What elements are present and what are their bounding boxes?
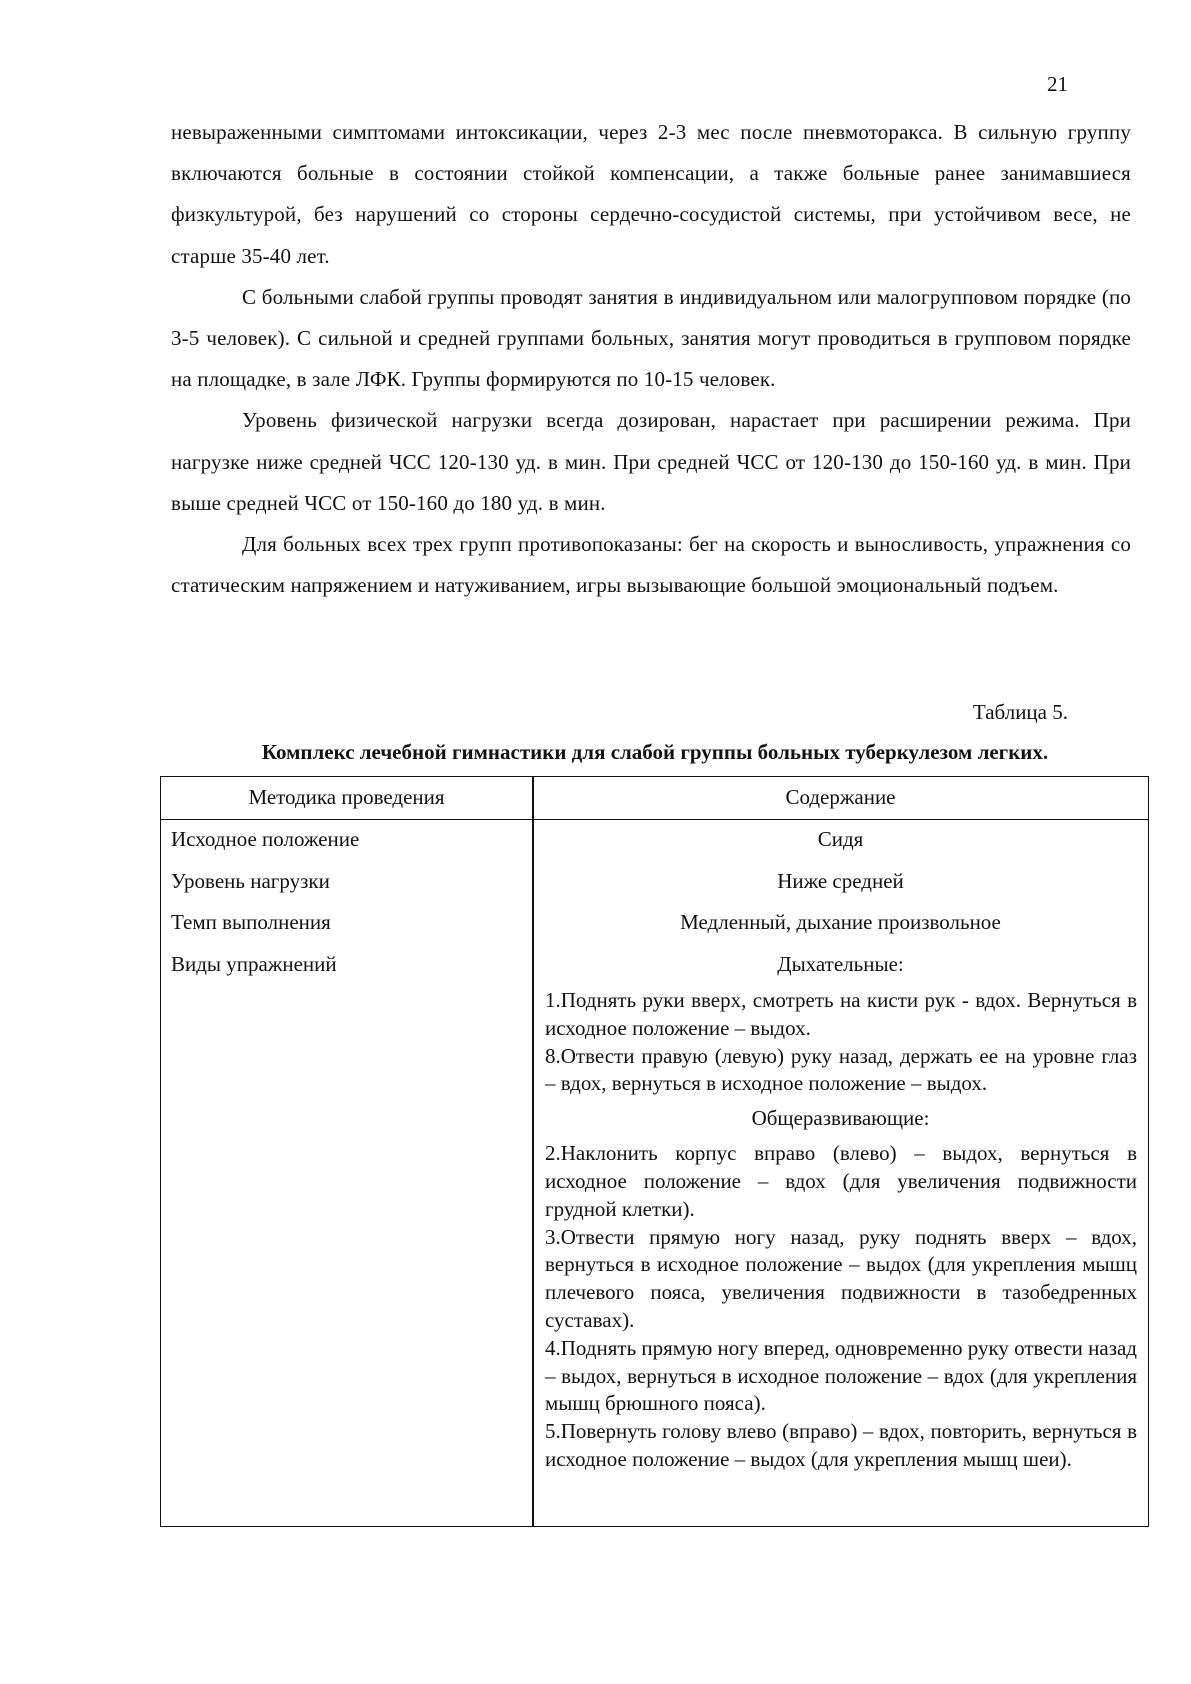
row-value-exercise-types: Дыхательные: — [777, 951, 904, 976]
row-value-starting-position: Сидя — [817, 827, 864, 851]
exercise-item: 1.Поднять руки вверх, смотреть на кисти рук - вдох. Вернуться в исходное положение – выдох. — [545, 988, 1137, 1040]
table-content-column — [533, 819, 1148, 1474]
body-text — [171, 112, 1131, 606]
row-label-tempo: Темп выполнения — [171, 910, 331, 934]
paragraph: С больными слабой группы проводят занятия в индивидуальном или малогрупповом порядке (по 3-5 человек). С сильной и средней группами больных, занятия могут проводиться в групповом порядке на площадке, в зале ЛФК. Группы формируются по 10-15 человек. — [171, 284, 1131, 392]
exercise-table — [160, 776, 1149, 1527]
table-title: Комплекс лечебной гимнастики для слабой группы больных туберкулезом легких. — [261, 740, 1049, 764]
general-exercises — [533, 1138, 1148, 1474]
table-header-content: Содержание — [785, 785, 896, 809]
page-number: 21 — [1047, 72, 1068, 96]
row-label-starting-position: Исходное положение — [171, 827, 360, 851]
row-value-load-level: Ниже средней — [777, 868, 904, 893]
general-exercises-header: Общеразвивающие: — [751, 1106, 930, 1131]
paragraph: невыраженными симптомами интоксикации, через 2-3 мес после пневмоторакса. В сильную группу включаются больные в состоянии стойкой компенсации, а также больные ранее занимавшиеся физкультурой, без нарушений со стороны сердечно-сосудистой системы, при устойчивом весе, не старше 35-40 лет. — [171, 120, 1131, 268]
exercise-item: 5.Повернуть голову влево (вправо) – вдох, повторить, вернуться в исходное положение – выдох (для укрепления мышц шеи). — [545, 1419, 1137, 1471]
exercise-item: 2.Наклонить корпус вправо (влево) – выдох, вернуться в исходное положение – вдох (для увеличения подвижности грудной клетки). — [545, 1141, 1137, 1221]
row-value-tempo: Медленный, дыхание произвольное — [680, 910, 1001, 934]
row-label-exercise-types: Виды упражнений — [171, 951, 337, 976]
paragraph: Для больных всех трех групп противопоказаны: бег на скорость и выносливость, упражнения со статическим напряжением и натуживанием, игры вызывающие большой эмоциональный подъем. — [171, 532, 1131, 598]
table-header-row — [161, 777, 1148, 820]
exercise-item: 3.Отвести прямую ногу назад, руку поднять вверх – вдох, вернуться в исходное положение – выдох (для укрепления мышц плечевого пояса, увеличения подвижности в тазобедренных суставах). — [545, 1224, 1137, 1332]
table-caption: Таблица 5. — [972, 700, 1068, 724]
table-header-method: Методика проведения — [248, 785, 445, 809]
paragraph: Уровень физической нагрузки всегда дозирован, нарастает при расширении режима. При нагрузке ниже средней ЧСС 120-130 уд. в мин. При средней ЧСС от 120-130 до 150-160 уд. в мин. При выше средней ЧСС от 150-160 до 180 уд. в мин. — [171, 408, 1131, 515]
row-label-load-level: Уровень нагрузки — [171, 868, 330, 893]
exercise-item: 8.Отвести правую (левую) руку назад, держать ее на уровне глаз – вдох, вернуться в исходное положение – выдох. — [545, 1043, 1137, 1096]
table-labels-column — [171, 819, 526, 985]
exercise-item: 4.Поднять прямую ногу вперед, одновременно руку отвести назад – выдох, вернуться в исходное положение – вдох (для укрепления мышц брюшного пояса). — [545, 1335, 1137, 1416]
breathing-exercises — [533, 985, 1148, 1098]
